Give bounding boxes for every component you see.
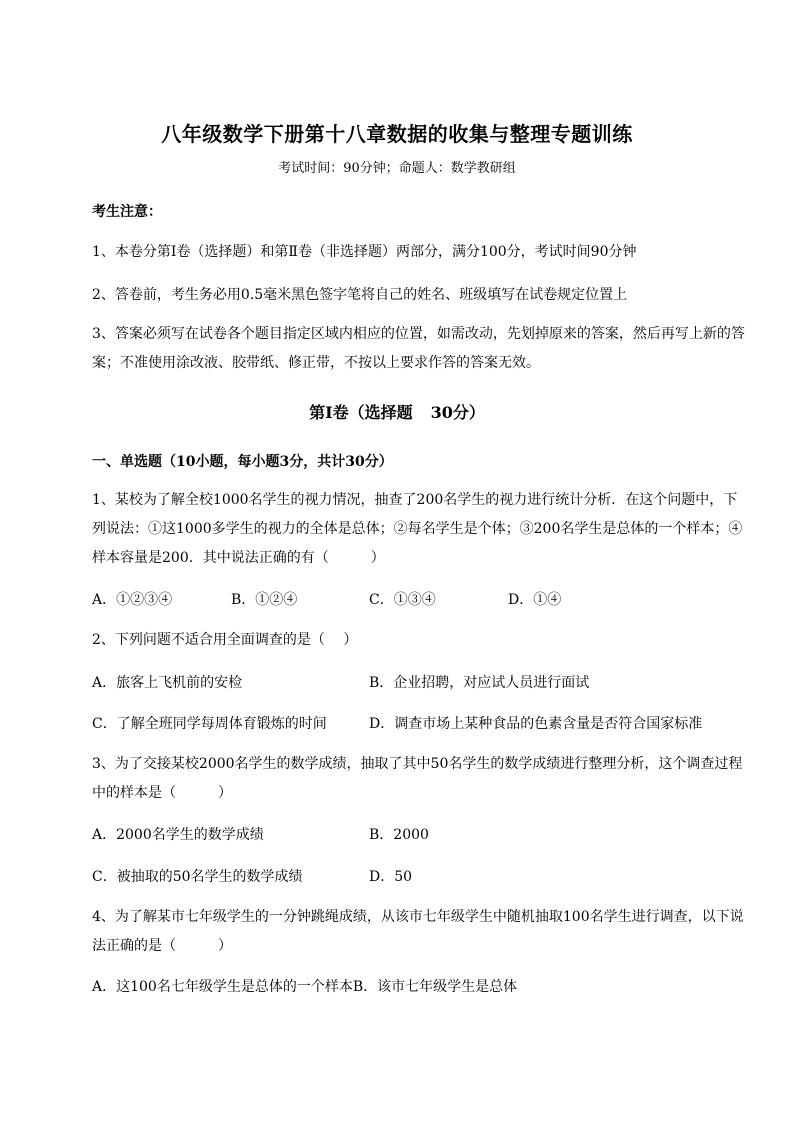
question-4-option-a-text: A．这100名七年级学生是总体的一个样本 — [92, 979, 353, 995]
question-1-option-b[interactable]: B．①②④ — [231, 592, 298, 608]
notice-item-3: 3、答案必须写在试卷各个题目指定区域内相应的位置，如需改动，先划掉原来的答案，然后再写上新的答案；不准使用涂改液、胶带纸、修正带，不按以上要求作答的答案无效。 — [92, 326, 745, 371]
page-title: 八年级数学下册第十八章数据的收集与整理专题训练 — [161, 122, 633, 146]
question-2-option-c[interactable]: C．了解全班同学每周体育锻炼的时间 — [92, 716, 327, 732]
question-3-option-c[interactable]: C．被抽取的50名学生的数学成绩 — [92, 869, 303, 885]
exam-info: 考试时间：90分钟；命题人：数学教研组 — [278, 161, 516, 176]
question-2-option-a[interactable]: A．旅客上飞机前的安检 — [92, 675, 243, 691]
section-score: 30分） — [430, 403, 485, 422]
question-4-option-b-text[interactable]: B．该市七年级学生是总体 — [352, 979, 518, 995]
question-2-stem: 2、下列问题不适合用全面调查的是（ ） — [92, 632, 358, 648]
question-3-stem: 3、为了交接某校2000名学生的数学成绩，抽取了其中50名学生的数学成绩进行整理分析，这个调查过程中的样本是（ ） — [92, 756, 743, 801]
question-1-option-a[interactable]: A．①②③④ — [92, 592, 173, 608]
question-1-option-c[interactable]: C．①③④ — [369, 592, 436, 608]
question-1-stem: 1、某校为了解全校1000名学生的视力情况，抽查了200名学生的视力进行统计分析．在这个问题中，下列说法：①这1000多学生的视力的全体是总体；②每名学生是个体；③200名学生是总体的一个样本；④样本容量是200．其中说法正确的有（ ） — [92, 492, 743, 566]
question-3-option-a[interactable]: A．2000名学生的数学成绩 — [92, 827, 264, 843]
question-1-option-d[interactable]: D．①④ — [508, 592, 562, 608]
question-2-option-d[interactable]: D．调查市场上某种食品的色素含量是否符合国家标准 — [369, 716, 703, 732]
notice-item-2: 2、答卷前，考生务必用0.5毫米黑色签字笔将自己的姓名、班级填写在试卷规定位置上 — [92, 287, 628, 303]
part-heading: 一、单选题（10小题，每小题3分，共计30分） — [92, 454, 393, 470]
question-3-option-d[interactable]: D．50 — [369, 869, 413, 885]
notice-item-1: 1、本卷分第I卷（选择题）和第Ⅱ卷（非选择题）两部分，满分100分，考试时间90分钟 — [92, 244, 637, 260]
notice-heading: 考生注意： — [92, 204, 162, 220]
question-2-option-b[interactable]: B．企业招聘，对应试人员进行面试 — [369, 675, 590, 691]
question-3-option-b[interactable]: B．2000 — [369, 827, 429, 843]
section-title-text: 第I卷（选择题 — [309, 403, 413, 422]
section-title — [0, 400, 794, 423]
question-4-option-a[interactable] — [92, 976, 517, 996]
question-4-stem: 4、为了解某市七年级学生的一分钟跳绳成绩，从该市七年级学生中随机抽取100名学生进行调查，以下说法正确的是（ ） — [92, 909, 744, 954]
